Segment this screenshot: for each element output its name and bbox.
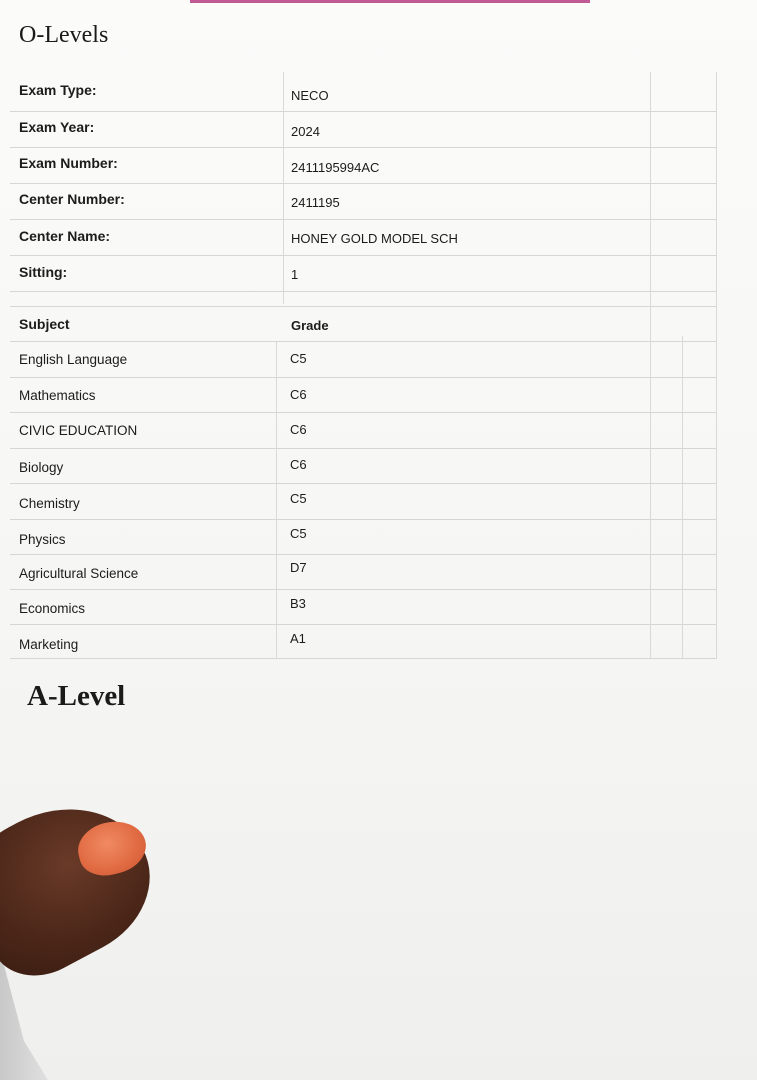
- result-grade: B3: [290, 596, 306, 611]
- result-grade: C5: [290, 491, 307, 506]
- result-subject: English Language: [19, 352, 128, 367]
- detail-label: Exam Number:: [19, 155, 118, 171]
- detail-label: Exam Year:: [19, 119, 95, 135]
- result-subject: Mathematics: [19, 388, 96, 403]
- result-grade: C6: [290, 457, 307, 472]
- result-row: [10, 625, 716, 659]
- table-divider: [276, 342, 277, 659]
- result-row: [10, 590, 716, 625]
- top-edge-strip: [190, 0, 590, 3]
- table-divider: [716, 72, 717, 659]
- detail-value: NECO: [291, 88, 329, 103]
- result-grade: C5: [290, 526, 307, 541]
- result-row: [10, 449, 716, 484]
- detail-row-exam-number: [10, 148, 716, 184]
- result-grade: D7: [290, 560, 307, 575]
- detail-label: Exam Type:: [19, 82, 97, 98]
- grade-column-header: Grade: [291, 318, 329, 333]
- alevel-heading: A-Level: [27, 680, 126, 712]
- detail-row-center-name: [10, 220, 716, 256]
- result-row: [10, 342, 716, 378]
- subject-column-header: Subject: [19, 316, 70, 332]
- detail-label: Sitting:: [19, 264, 68, 280]
- result-subject: Biology: [19, 460, 64, 475]
- detail-row-exam-type: [10, 72, 716, 112]
- detail-row-center-number: [10, 184, 716, 220]
- result-subject: Economics: [19, 601, 86, 616]
- thumb: [0, 777, 175, 994]
- detail-value: 1: [291, 267, 299, 282]
- detail-row-sitting: [10, 256, 716, 292]
- results-header-row: [10, 306, 716, 342]
- result-grade: C6: [290, 387, 307, 402]
- result-row: [10, 378, 716, 413]
- detail-row-exam-year: [10, 112, 716, 148]
- olevels-heading: O-Levels: [19, 22, 109, 48]
- detail-label: Center Name:: [19, 228, 111, 244]
- result-row: [10, 520, 716, 555]
- result-grade: C6: [290, 422, 307, 437]
- detail-value: 2411195994AC: [291, 160, 380, 175]
- result-grade: A1: [290, 631, 306, 646]
- result-subject: CIVIC EDUCATION: [19, 423, 138, 438]
- detail-value: 2024: [291, 124, 320, 139]
- result-subject: Agricultural Science: [19, 566, 139, 581]
- detail-value: 2411195: [291, 195, 340, 210]
- result-row: [10, 555, 716, 590]
- result-row: [10, 484, 716, 520]
- result-subject: Physics: [19, 532, 66, 547]
- result-grade: C5: [290, 351, 307, 366]
- result-subject: Marketing: [19, 637, 79, 652]
- detail-label: Center Number:: [19, 191, 125, 207]
- table-divider: [650, 72, 651, 659]
- table-divider: [682, 336, 683, 659]
- table-divider: [283, 72, 284, 304]
- result-subject: Chemistry: [19, 496, 80, 511]
- detail-value: HONEY GOLD MODEL SCH: [291, 231, 458, 246]
- result-row: [10, 413, 716, 449]
